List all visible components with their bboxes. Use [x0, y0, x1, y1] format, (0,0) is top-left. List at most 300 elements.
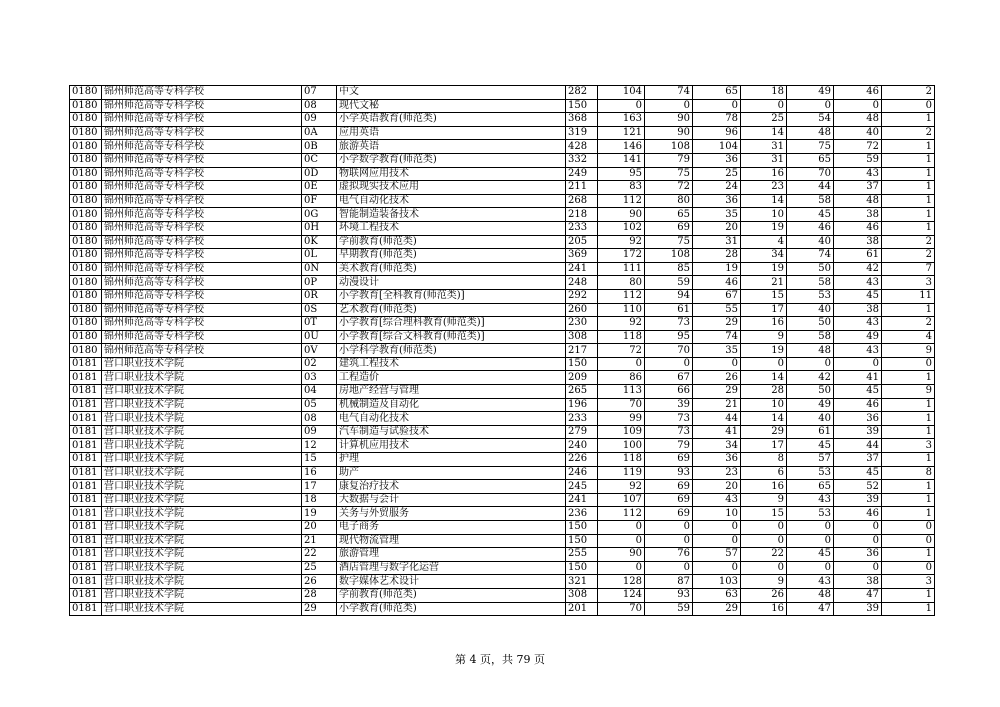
major-name-cell: 关务与外贸服务: [337, 507, 566, 521]
value-cell-8: 1: [882, 221, 935, 235]
value-cell-1: 292: [566, 289, 598, 303]
value-cell-5: 28: [741, 385, 787, 399]
major-name-cell: 学前教育(师范类): [337, 235, 566, 249]
value-cell-4: 55: [693, 303, 741, 317]
table-row: [70, 453, 935, 467]
value-cell-2: 163: [598, 113, 645, 127]
value-cell-1: 201: [566, 602, 598, 616]
major-code-cell: 0K: [302, 235, 337, 249]
major-code-cell: 07: [302, 86, 337, 100]
value-cell-1: 319: [566, 126, 598, 140]
school-name-cell: 营口职业技术学院: [102, 507, 302, 521]
value-cell-4: 36: [693, 194, 741, 208]
school-name-cell: 锦州师范高等专科学校: [102, 208, 302, 222]
value-cell-4: 103: [693, 575, 741, 589]
table-row: [70, 466, 935, 480]
value-cell-7: 0: [834, 357, 882, 371]
value-cell-2: 102: [598, 221, 645, 235]
value-cell-5: 8: [741, 453, 787, 467]
value-cell-4: 63: [693, 588, 741, 602]
value-cell-2: 0: [598, 99, 645, 113]
value-cell-2: 90: [598, 548, 645, 562]
value-cell-8: 1: [882, 453, 935, 467]
table-row: [70, 140, 935, 154]
major-code-cell: 17: [302, 480, 337, 494]
value-cell-5: 10: [741, 208, 787, 222]
major-name-cell: 康复治疗技术: [337, 480, 566, 494]
major-code-cell: 0S: [302, 303, 337, 317]
value-cell-1: 233: [566, 221, 598, 235]
value-cell-6: 58: [787, 330, 834, 344]
value-cell-1: 265: [566, 385, 598, 399]
major-name-cell: 电气自动化技术: [337, 194, 566, 208]
major-name-cell: 艺术教育(师范类): [337, 303, 566, 317]
value-cell-4: 41: [693, 425, 741, 439]
value-cell-8: 1: [882, 602, 935, 616]
value-cell-1: 369: [566, 249, 598, 263]
value-cell-4: 35: [693, 208, 741, 222]
major-code-cell: 0G: [302, 208, 337, 222]
value-cell-8: 1: [882, 588, 935, 602]
value-cell-5: 31: [741, 153, 787, 167]
value-cell-4: 74: [693, 330, 741, 344]
value-cell-5: 9: [741, 493, 787, 507]
value-cell-5: 19: [741, 221, 787, 235]
value-cell-4: 31: [693, 235, 741, 249]
value-cell-7: 48: [834, 113, 882, 127]
value-cell-1: 240: [566, 439, 598, 453]
table-row: [70, 126, 935, 140]
value-cell-3: 69: [645, 493, 693, 507]
school-name-cell: 营口职业技术学院: [102, 575, 302, 589]
value-cell-5: 0: [741, 357, 787, 371]
page-footer: 第 4 页，共 79 页: [455, 653, 545, 666]
value-cell-8: 9: [882, 385, 935, 399]
school-name-cell: 锦州师范高等专科学校: [102, 221, 302, 235]
school-name-cell: 营口职业技术学院: [102, 453, 302, 467]
major-name-cell: 智能制造装备技术: [337, 208, 566, 222]
value-cell-7: 47: [834, 588, 882, 602]
school-code-cell: 0181: [70, 602, 102, 616]
value-cell-7: 46: [834, 86, 882, 100]
table-row: [70, 317, 935, 331]
table-row: [70, 357, 935, 371]
value-cell-8: 4: [882, 330, 935, 344]
value-cell-5: 16: [741, 317, 787, 331]
value-cell-7: 0: [834, 561, 882, 575]
major-code-cell: 0B: [302, 140, 337, 154]
table-row: [70, 371, 935, 385]
table-row: [70, 507, 935, 521]
major-name-cell: 虚拟现实技术应用: [337, 181, 566, 195]
value-cell-5: 10: [741, 398, 787, 412]
major-name-cell: 酒店管理与数字化运营: [337, 561, 566, 575]
school-code-cell: 0181: [70, 561, 102, 575]
value-cell-2: 172: [598, 249, 645, 263]
value-cell-7: 43: [834, 344, 882, 358]
major-code-cell: 0H: [302, 221, 337, 235]
major-code-cell: 0V: [302, 344, 337, 358]
value-cell-7: 52: [834, 480, 882, 494]
school-name-cell: 锦州师范高等专科学校: [102, 303, 302, 317]
value-cell-5: 23: [741, 181, 787, 195]
value-cell-4: 67: [693, 289, 741, 303]
school-name-cell: 锦州师范高等专科学校: [102, 181, 302, 195]
value-cell-5: 31: [741, 140, 787, 154]
value-cell-8: 2: [882, 86, 935, 100]
school-name-cell: 锦州师范高等专科学校: [102, 262, 302, 276]
value-cell-1: 308: [566, 588, 598, 602]
value-cell-6: 0: [787, 561, 834, 575]
value-cell-6: 53: [787, 289, 834, 303]
value-cell-3: 0: [645, 99, 693, 113]
value-cell-7: 49: [834, 330, 882, 344]
major-code-cell: 20: [302, 521, 337, 535]
value-cell-1: 245: [566, 480, 598, 494]
value-cell-2: 80: [598, 276, 645, 290]
school-code-cell: 0181: [70, 548, 102, 562]
value-cell-5: 9: [741, 575, 787, 589]
table-row: [70, 398, 935, 412]
value-cell-3: 94: [645, 289, 693, 303]
value-cell-5: 17: [741, 303, 787, 317]
value-cell-3: 87: [645, 575, 693, 589]
value-cell-4: 46: [693, 276, 741, 290]
table-row: [70, 588, 935, 602]
value-cell-4: 0: [693, 357, 741, 371]
value-cell-5: 26: [741, 588, 787, 602]
value-cell-8: 1: [882, 425, 935, 439]
major-name-cell: 电子商务: [337, 521, 566, 535]
school-name-cell: 营口职业技术学院: [102, 357, 302, 371]
school-code-cell: 0180: [70, 249, 102, 263]
value-cell-1: 321: [566, 575, 598, 589]
value-cell-4: 0: [693, 561, 741, 575]
value-cell-5: 0: [741, 561, 787, 575]
value-cell-3: 74: [645, 86, 693, 100]
value-cell-4: 26: [693, 371, 741, 385]
table-row: [70, 480, 935, 494]
value-cell-6: 70: [787, 167, 834, 181]
major-name-cell: 小学教育(师范类): [337, 602, 566, 616]
value-cell-7: 38: [834, 235, 882, 249]
value-cell-7: 43: [834, 167, 882, 181]
value-cell-1: 217: [566, 344, 598, 358]
major-code-cell: 0E: [302, 181, 337, 195]
major-name-cell: 小学教育[综合文科教育(师范类)]: [337, 330, 566, 344]
value-cell-3: 69: [645, 480, 693, 494]
value-cell-1: 233: [566, 412, 598, 426]
school-name-cell: 锦州师范高等专科学校: [102, 317, 302, 331]
value-cell-3: 93: [645, 466, 693, 480]
value-cell-4: 35: [693, 344, 741, 358]
value-cell-1: 241: [566, 262, 598, 276]
value-cell-3: 61: [645, 303, 693, 317]
value-cell-2: 70: [598, 602, 645, 616]
value-cell-4: 0: [693, 99, 741, 113]
school-name-cell: 锦州师范高等专科学校: [102, 99, 302, 113]
value-cell-4: 34: [693, 439, 741, 453]
major-code-cell: 0C: [302, 153, 337, 167]
value-cell-5: 19: [741, 262, 787, 276]
major-code-cell: 0A: [302, 126, 337, 140]
value-cell-6: 57: [787, 453, 834, 467]
value-cell-6: 75: [787, 140, 834, 154]
value-cell-3: 0: [645, 534, 693, 548]
value-cell-3: 72: [645, 181, 693, 195]
value-cell-6: 50: [787, 317, 834, 331]
value-cell-3: 90: [645, 126, 693, 140]
value-cell-4: 28: [693, 249, 741, 263]
major-name-cell: 物联网应用技术: [337, 167, 566, 181]
major-code-cell: 22: [302, 548, 337, 562]
value-cell-5: 21: [741, 276, 787, 290]
value-cell-4: 10: [693, 507, 741, 521]
major-name-cell: 大数据与会计: [337, 493, 566, 507]
value-cell-1: 246: [566, 466, 598, 480]
major-name-cell: 小学数学教育(师范类): [337, 153, 566, 167]
value-cell-1: 236: [566, 507, 598, 521]
value-cell-6: 0: [787, 534, 834, 548]
school-code-cell: 0180: [70, 221, 102, 235]
value-cell-2: 112: [598, 507, 645, 521]
table-row: [70, 262, 935, 276]
value-cell-8: 1: [882, 140, 935, 154]
school-name-cell: 锦州师范高等专科学校: [102, 153, 302, 167]
major-name-cell: 小学科学教育(师范类): [337, 344, 566, 358]
table-row: [70, 493, 935, 507]
major-name-cell: 中文: [337, 86, 566, 100]
major-name-cell: 计算机应用技术: [337, 439, 566, 453]
value-cell-1: 241: [566, 493, 598, 507]
value-cell-4: 57: [693, 548, 741, 562]
value-cell-7: 45: [834, 466, 882, 480]
value-cell-5: 16: [741, 480, 787, 494]
value-cell-6: 50: [787, 262, 834, 276]
major-code-cell: 04: [302, 385, 337, 399]
value-cell-7: 39: [834, 602, 882, 616]
value-cell-2: 109: [598, 425, 645, 439]
major-code-cell: 0P: [302, 276, 337, 290]
value-cell-5: 16: [741, 602, 787, 616]
school-code-cell: 0181: [70, 507, 102, 521]
value-cell-8: 0: [882, 357, 935, 371]
school-code-cell: 0181: [70, 412, 102, 426]
value-cell-3: 0: [645, 561, 693, 575]
major-name-cell: 旅游管理: [337, 548, 566, 562]
value-cell-5: 9: [741, 330, 787, 344]
major-code-cell: 21: [302, 534, 337, 548]
value-cell-3: 59: [645, 602, 693, 616]
school-name-cell: 营口职业技术学院: [102, 588, 302, 602]
value-cell-5: 14: [741, 194, 787, 208]
value-cell-1: 332: [566, 153, 598, 167]
school-code-cell: 0180: [70, 113, 102, 127]
school-code-cell: 0181: [70, 439, 102, 453]
value-cell-7: 0: [834, 521, 882, 535]
major-name-cell: 应用英语: [337, 126, 566, 140]
value-cell-5: 15: [741, 289, 787, 303]
value-cell-2: 99: [598, 412, 645, 426]
value-cell-4: 20: [693, 221, 741, 235]
table-row: [70, 303, 935, 317]
value-cell-2: 141: [598, 153, 645, 167]
major-code-cell: 02: [302, 357, 337, 371]
school-code-cell: 0181: [70, 398, 102, 412]
value-cell-5: 34: [741, 249, 787, 263]
major-name-cell: 小学教育[综合理科教育(师范类)]: [337, 317, 566, 331]
major-name-cell: 旅游英语: [337, 140, 566, 154]
value-cell-7: 45: [834, 385, 882, 399]
value-cell-1: 308: [566, 330, 598, 344]
value-cell-1: 428: [566, 140, 598, 154]
table-row: [70, 289, 935, 303]
value-cell-8: 0: [882, 521, 935, 535]
value-cell-6: 40: [787, 235, 834, 249]
value-cell-1: 249: [566, 167, 598, 181]
school-code-cell: 0181: [70, 425, 102, 439]
value-cell-2: 121: [598, 126, 645, 140]
school-code-cell: 0180: [70, 167, 102, 181]
value-cell-7: 46: [834, 398, 882, 412]
value-cell-6: 54: [787, 113, 834, 127]
major-code-cell: 09: [302, 425, 337, 439]
value-cell-7: 45: [834, 289, 882, 303]
school-name-cell: 营口职业技术学院: [102, 548, 302, 562]
school-name-cell: 营口职业技术学院: [102, 412, 302, 426]
value-cell-3: 95: [645, 330, 693, 344]
value-cell-3: 93: [645, 588, 693, 602]
school-code-cell: 0180: [70, 289, 102, 303]
major-name-cell: 现代文秘: [337, 99, 566, 113]
value-cell-2: 118: [598, 453, 645, 467]
value-cell-2: 118: [598, 330, 645, 344]
value-cell-5: 17: [741, 439, 787, 453]
school-name-cell: 锦州师范高等专科学校: [102, 249, 302, 263]
value-cell-6: 45: [787, 208, 834, 222]
school-code-cell: 0181: [70, 521, 102, 535]
school-code-cell: 0181: [70, 466, 102, 480]
value-cell-8: 1: [882, 548, 935, 562]
major-name-cell: 环境工程技术: [337, 221, 566, 235]
table-row: [70, 412, 935, 426]
value-cell-8: 0: [882, 561, 935, 575]
school-name-cell: 锦州师范高等专科学校: [102, 344, 302, 358]
value-cell-8: 1: [882, 398, 935, 412]
table-row: [70, 249, 935, 263]
major-name-cell: 电气自动化技术: [337, 412, 566, 426]
value-cell-8: 1: [882, 167, 935, 181]
value-cell-6: 0: [787, 99, 834, 113]
value-cell-2: 100: [598, 439, 645, 453]
value-cell-6: 46: [787, 221, 834, 235]
value-cell-4: 36: [693, 453, 741, 467]
school-name-cell: 锦州师范高等专科学校: [102, 167, 302, 181]
school-name-cell: 营口职业技术学院: [102, 425, 302, 439]
value-cell-7: 41: [834, 371, 882, 385]
school-code-cell: 0180: [70, 153, 102, 167]
value-cell-2: 95: [598, 167, 645, 181]
school-code-cell: 0181: [70, 371, 102, 385]
table-row: [70, 113, 935, 127]
school-code-cell: 0181: [70, 385, 102, 399]
value-cell-8: 1: [882, 208, 935, 222]
major-code-cell: 0T: [302, 317, 337, 331]
value-cell-4: 20: [693, 480, 741, 494]
table-row: [70, 208, 935, 222]
table-row: [70, 534, 935, 548]
value-cell-3: 75: [645, 167, 693, 181]
value-cell-3: 66: [645, 385, 693, 399]
value-cell-7: 36: [834, 548, 882, 562]
value-cell-8: 7: [882, 262, 935, 276]
school-name-cell: 锦州师范高等专科学校: [102, 289, 302, 303]
value-cell-7: 40: [834, 126, 882, 140]
value-cell-6: 47: [787, 602, 834, 616]
value-cell-8: 1: [882, 493, 935, 507]
value-cell-6: 53: [787, 466, 834, 480]
table-row: [70, 521, 935, 535]
school-code-cell: 0180: [70, 344, 102, 358]
value-cell-2: 92: [598, 235, 645, 249]
value-cell-7: 38: [834, 303, 882, 317]
value-cell-2: 110: [598, 303, 645, 317]
value-cell-3: 65: [645, 208, 693, 222]
major-name-cell: 护理: [337, 453, 566, 467]
school-code-cell: 0181: [70, 493, 102, 507]
value-cell-6: 61: [787, 425, 834, 439]
value-cell-2: 104: [598, 86, 645, 100]
value-cell-2: 0: [598, 521, 645, 535]
school-code-cell: 0180: [70, 140, 102, 154]
table-row: [70, 330, 935, 344]
value-cell-6: 65: [787, 153, 834, 167]
school-name-cell: 营口职业技术学院: [102, 439, 302, 453]
value-cell-1: 150: [566, 99, 598, 113]
value-cell-6: 0: [787, 357, 834, 371]
value-cell-8: 2: [882, 317, 935, 331]
value-cell-1: 150: [566, 357, 598, 371]
value-cell-4: 104: [693, 140, 741, 154]
value-cell-6: 53: [787, 507, 834, 521]
value-cell-4: 0: [693, 534, 741, 548]
school-code-cell: 0180: [70, 303, 102, 317]
value-cell-1: 150: [566, 534, 598, 548]
value-cell-3: 75: [645, 235, 693, 249]
value-cell-7: 37: [834, 453, 882, 467]
major-code-cell: 18: [302, 493, 337, 507]
value-cell-2: 119: [598, 466, 645, 480]
value-cell-5: 0: [741, 534, 787, 548]
major-code-cell: 12: [302, 439, 337, 453]
value-cell-6: 49: [787, 398, 834, 412]
value-cell-5: 14: [741, 126, 787, 140]
value-cell-5: 15: [741, 507, 787, 521]
value-cell-1: 268: [566, 194, 598, 208]
value-cell-1: 218: [566, 208, 598, 222]
school-name-cell: 营口职业技术学院: [102, 466, 302, 480]
major-name-cell: 小学英语教育(师范类): [337, 113, 566, 127]
major-code-cell: 05: [302, 398, 337, 412]
value-cell-6: 58: [787, 276, 834, 290]
value-cell-6: 58: [787, 194, 834, 208]
school-name-cell: 营口职业技术学院: [102, 521, 302, 535]
major-code-cell: 26: [302, 575, 337, 589]
table-row: [70, 548, 935, 562]
school-code-cell: 0180: [70, 208, 102, 222]
value-cell-5: 19: [741, 344, 787, 358]
table-row: [70, 221, 935, 235]
